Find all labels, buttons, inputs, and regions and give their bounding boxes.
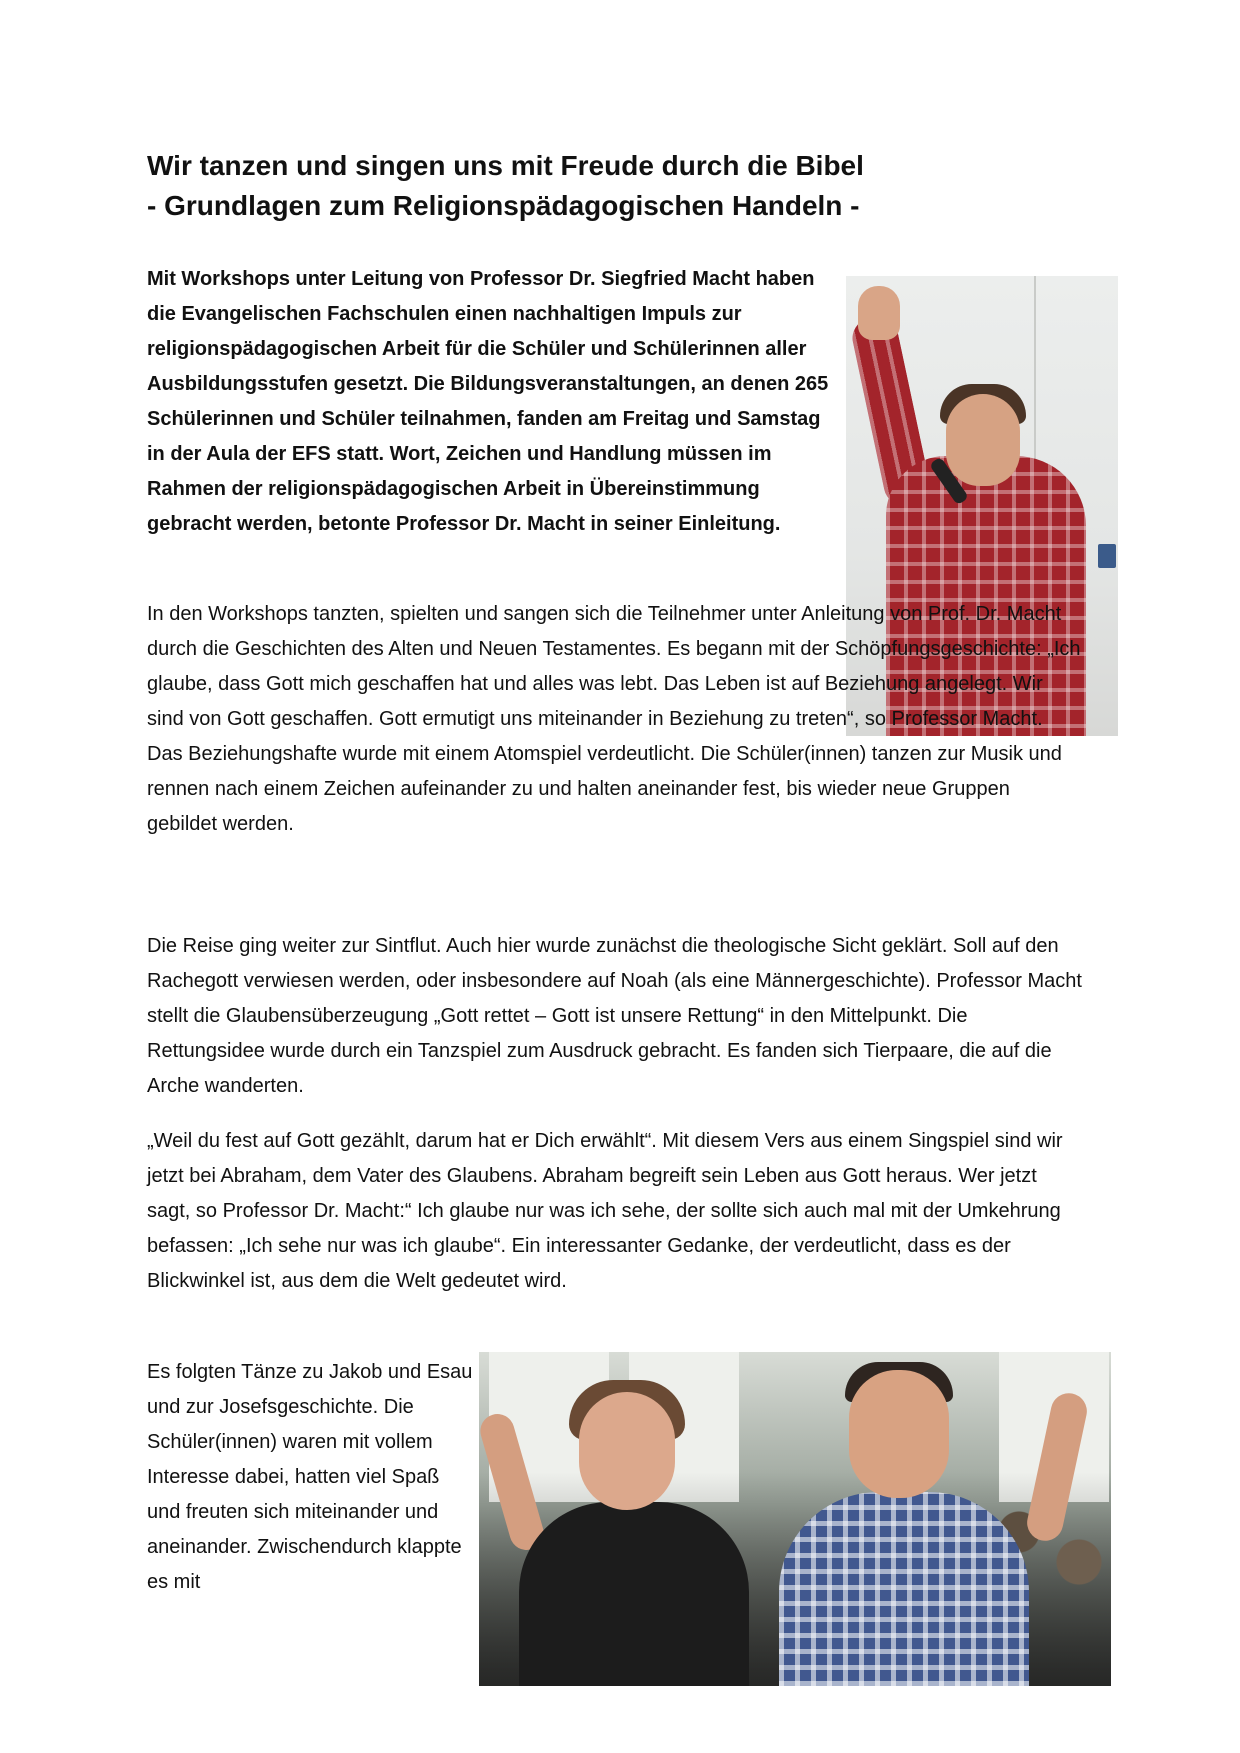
paragraph-flood: Die Reise ging weiter zur Sintflut. Auch hier wurde zunächst die theologische Sicht geklärt. Soll auf den Rachegott verwiesen werden, oder insbesondere auf Noah (als eine Männergeschichte). Professor Macht stellt die Glaubensüberzeugung „Gott rettet – Gott ist unsere Rettung“ in den Mittelpunkt. Die Rettungsidee wurde durch ein Tanzspiel zum Ausdruck gebracht. Es fanden sich Tierpaare, die auf die Arche wanderten. <box>147 935 1082 1097</box>
paragraph-abraham: „Weil du fest auf Gott gezählt, darum hat er Dich erwählt“. Mit diesem Vers aus einem Singspiel sind wir jetzt bei Abraham, dem Vater des Glaubens. Abraham begreift sein Leben aus Gott heraus. Wer jetzt sagt, so Professor Dr. Macht:“ Ich glaube nur was ich sehe, der sollte sich auch mal mit der Umkehrung befassen: „Ich sehe nur was ich glaube“. Ein interessanter Gedanke, der verdeutlicht, dass es der Blickwinkel ist, aus dem die Welt gedeutet wird. <box>147 1130 1063 1292</box>
paragraph-jakob: Es folgten Tänze zu Jakob und Esau und zur Josefsgeschichte. Die Schüler(innen) waren mit vollem Interesse dabei, hatten viel Spaß und freuten sich miteinander und aneinander. Zwischendurch klappte es mit <box>147 1361 473 1593</box>
paragraph-creation: In den Workshops tanzten, spielten und sangen sich die Teilnehmer unter Anleitung von Prof. Dr. Macht durch die Geschichten des Alten und Neuen Testamentes. Es begann mit der Schöpfungsgeschichte: „Ich glaube, dass Gott mich geschaffen hat und alles was lebt. Das Leben ist auf Beziehung angelegt. Wir sind von Gott geschaffen. Gott ermutigt uns miteinander in Beziehung zu treten“, so Professor Macht. Das Beziehungshafte wurde mit einem Atomspiel verdeutlicht. Die Schüler(innen) tanzen zur Musik und rennen nach einem Zeichen aufeinander zu und halten aneinander fest, bis wieder neue Gruppen gebildet werden. <box>147 603 1081 835</box>
title-line-1: Wir tanzen und singen uns mit Freude durch die Bibel <box>147 150 864 181</box>
article-title <box>147 146 1107 226</box>
dance-photo <box>479 1352 1111 1686</box>
title-line-2: - Grundlagen zum Religionspädagogischen Handeln - <box>147 190 860 221</box>
lead-paragraph: Mit Workshops unter Leitung von Professor Dr. Siegfried Macht haben die Evangelischen Fachschulen einen nachhaltigen Impuls zur religionspädagogischen Arbeit für die Schüler und Schülerinnen aller Ausbildungsstufen gesetzt. Die Bildungsveranstaltungen, an denen 265 Schülerinnen und Schüler teilnahmen, fanden am Freitag und Samstag in der Aula der EFS statt. Wort, Zeichen und Handlung müssen im Rahmen der religionspädagogischen Arbeit in Übereinstimmung gebracht werden, betonte Professor Dr. Macht in seiner Einleitung. <box>147 268 829 535</box>
